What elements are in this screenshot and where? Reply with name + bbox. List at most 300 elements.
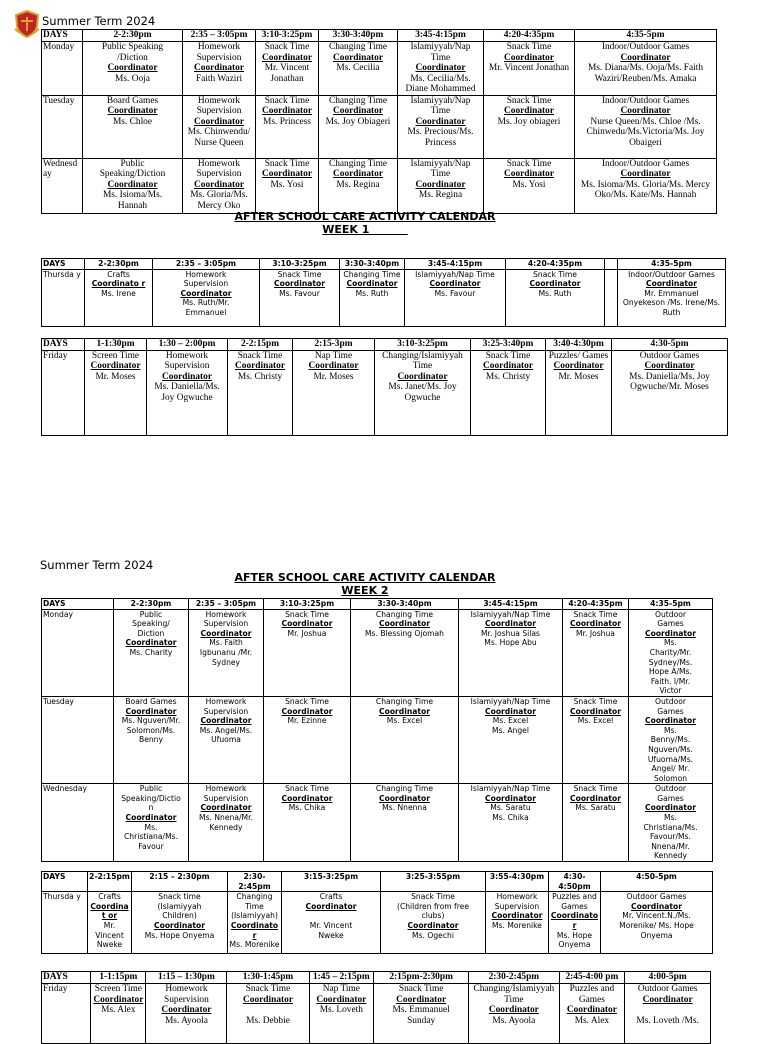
activity-cell bbox=[506, 269, 605, 326]
coordinator-name: Ms. Hope Onyema bbox=[144, 930, 215, 940]
coordinator-label: Coordinator bbox=[125, 638, 177, 648]
activity-cell bbox=[546, 350, 612, 435]
time-slot-header: 1-1:30pm bbox=[85, 339, 147, 351]
activity-name: Islamiyyah/Nap bbox=[410, 158, 471, 169]
coordinator-name: Ms. Ayoola bbox=[164, 1015, 208, 1026]
coordinator-label: Coordinator bbox=[93, 994, 144, 1005]
coordinator-name bbox=[626, 1005, 709, 1016]
time-slot-header: 4:50-5pm bbox=[601, 872, 713, 892]
activity-cell bbox=[398, 95, 484, 158]
time-slot-header: 3:10-3:25pm bbox=[256, 30, 319, 42]
coordinator-name: Onyema bbox=[640, 930, 673, 940]
activity-name: Outdoor bbox=[654, 784, 686, 794]
activity-name: Board Games bbox=[125, 696, 177, 706]
coordinator-label: Coordinator bbox=[429, 279, 481, 289]
activity-name: Public Speaking bbox=[101, 42, 164, 52]
activity-cell bbox=[471, 350, 546, 435]
table-header-row bbox=[42, 30, 717, 42]
coordinator-name: Faith. I/Mr. bbox=[650, 676, 691, 686]
activity-name: Screen Time bbox=[94, 984, 142, 994]
coordinator-name: Ms. Daniella/Ms. bbox=[154, 382, 220, 392]
coordinator-name: Mr. Moses bbox=[313, 371, 354, 382]
activity-name: Homework bbox=[197, 95, 241, 106]
coordinator-name: Obaigeri bbox=[629, 137, 662, 148]
time-slot-header: 1:15 – 1:30pm bbox=[146, 972, 227, 984]
coordinator-name: Ufuoma/Ms. bbox=[647, 754, 694, 764]
activity-name: Snack Time bbox=[285, 784, 329, 794]
activity-cell bbox=[132, 892, 228, 954]
activity-name: Supervision bbox=[203, 706, 249, 716]
activity-name: Homework bbox=[185, 269, 227, 279]
table-header-row bbox=[42, 599, 713, 610]
coordinator-label: Coordinator bbox=[262, 52, 312, 63]
activity-name: Time bbox=[412, 361, 433, 371]
activity-name: Snack Time bbox=[506, 95, 552, 106]
activity-cell bbox=[114, 609, 189, 696]
coordinator-label: Coordinator bbox=[642, 994, 693, 1005]
activity-name: Diction bbox=[137, 628, 165, 638]
day-cell: Tuesday bbox=[42, 696, 114, 783]
activity-name: Snack Time bbox=[506, 158, 552, 169]
coordinator-name: Ms. Yosi bbox=[512, 179, 546, 190]
activity-cell bbox=[612, 350, 728, 435]
coordinator-name: Mr. Vincent Jonathan bbox=[488, 63, 570, 73]
coordinator-name: Ms. Diana/Ms. Ooja/Ms. Faith bbox=[587, 63, 704, 73]
activity-cell bbox=[625, 984, 711, 1044]
activity-cell bbox=[264, 609, 351, 696]
activity-name: Games bbox=[561, 901, 588, 911]
time-slot-header: 2-2:30pm bbox=[114, 599, 189, 610]
activity-name: Time bbox=[430, 52, 451, 63]
activity-name: Homework bbox=[165, 984, 208, 994]
coordinator-label: Coordinator bbox=[333, 169, 383, 179]
activity-name: Snack time bbox=[158, 892, 201, 902]
activity-cell bbox=[264, 784, 351, 862]
time-slot-header: 2-2:15pm bbox=[88, 872, 132, 892]
coordinator-label: Coordinator bbox=[631, 901, 682, 911]
coordinator-label: Coordinator bbox=[504, 52, 554, 63]
coordinator-name: Mr. Vincent.N./Ms. bbox=[622, 911, 691, 921]
time-slot-header: 2-2:15pm bbox=[228, 339, 293, 351]
calendar-title-week1: AFTER SCHOOL CARE ACTIVITY CALENDAR bbox=[234, 210, 496, 223]
activity-name: Public bbox=[139, 784, 163, 794]
activity-name: Changing bbox=[236, 892, 273, 902]
coordinator-name: Ms. Precious/Ms. bbox=[407, 127, 474, 137]
time-slot-header: 1:45 – 2:15pm bbox=[309, 972, 374, 984]
time-slot-header: 3:55-4:30pm bbox=[486, 872, 549, 892]
coordinator-name: Ms. Ooja bbox=[115, 73, 150, 84]
coordinator-name: Ms. Irene bbox=[101, 288, 136, 298]
activity-name: Snack Time bbox=[573, 784, 618, 794]
coordinator-label: Coordinator bbox=[415, 63, 466, 73]
coordinator-name: Ms. Morenike bbox=[492, 920, 542, 930]
days-header: DAYS bbox=[42, 599, 114, 610]
activity-cell bbox=[153, 269, 260, 326]
table-row bbox=[42, 984, 711, 1044]
coordinator-name: Ms. Christy bbox=[237, 371, 283, 382]
activity-cell bbox=[85, 350, 147, 435]
coordinator-label: Coordinator bbox=[262, 106, 312, 116]
coordinator-name: Ms. Morenike bbox=[229, 940, 280, 950]
coordinator-name: Ms. Alex bbox=[574, 1015, 610, 1026]
schedule-table-week1-mon-wed bbox=[41, 29, 717, 214]
coordinator-label: Coordinator bbox=[235, 361, 285, 371]
table-row bbox=[42, 95, 717, 158]
activity-name: Homework bbox=[205, 696, 247, 706]
coordinator-name: Mr. Moses bbox=[95, 371, 136, 382]
coordinator-label: Coordinator bbox=[194, 116, 244, 127]
time-slot-header: 2:15 – 2:30pm bbox=[132, 872, 228, 892]
activity-name: Changing Time bbox=[328, 158, 388, 169]
activity-name: Public bbox=[139, 609, 163, 619]
activity-name: Games bbox=[578, 994, 605, 1005]
coordinator-name: Emmanuel bbox=[185, 307, 227, 317]
time-slot-header: 4:20-4:35pm bbox=[506, 259, 605, 270]
coordinator-name: Ms. Favour bbox=[434, 288, 476, 298]
activity-name: Islamiyyah/Nap Time bbox=[415, 269, 495, 279]
coordinator-name: Ms. Cecilia/Ms. bbox=[410, 73, 471, 84]
coordinator-name: Ms. Ruth bbox=[538, 288, 572, 298]
activity-cell bbox=[398, 42, 484, 96]
coordinator-name: Ufuoma bbox=[211, 735, 241, 745]
activity-name: clubs) bbox=[421, 911, 445, 921]
coordinator-label: Coordinator bbox=[415, 116, 466, 127]
time-slot-header: 2:15pm-2:30pm bbox=[374, 972, 469, 984]
coordinator-label: Coordinator bbox=[281, 619, 333, 629]
schedule-table-week2-friday bbox=[41, 971, 711, 1044]
activity-name: Supervision bbox=[196, 52, 242, 63]
coordinator-label: Coordinator bbox=[485, 793, 536, 803]
coordinator-label: Coordinator bbox=[566, 1005, 617, 1015]
activity-name: Changing/Islamiyyah bbox=[382, 350, 463, 361]
table-row bbox=[42, 350, 728, 435]
activity-name: Board Games bbox=[106, 95, 159, 106]
activity-cell bbox=[405, 269, 506, 326]
coordinator-name: Igbunanu /Mr. bbox=[199, 647, 253, 657]
coordinator-name: Sydney bbox=[211, 657, 241, 667]
coordinator-name: Ms. Saratu bbox=[575, 803, 616, 813]
coordinator-label: Coordinator bbox=[397, 371, 448, 382]
activity-name: Snack Time bbox=[485, 350, 531, 361]
day-cell: Friday bbox=[42, 984, 91, 1044]
coordinator-label: Coordinator bbox=[180, 288, 232, 298]
coordinator-label: Coordinato r bbox=[230, 920, 279, 940]
coordinator-name: Ms. Excel bbox=[386, 716, 423, 726]
coordinator-name: Ms. bbox=[664, 725, 677, 735]
coordinator-label: Coordinator bbox=[553, 361, 604, 371]
activity-name: Supervision bbox=[183, 279, 229, 289]
coordinator-name: Solomon/Ms. bbox=[126, 725, 176, 735]
activity-cell bbox=[319, 158, 398, 213]
activity-name: Changing Time bbox=[375, 696, 434, 706]
time-slot-header: 4:00-5pm bbox=[625, 972, 711, 984]
activity-name: Snack Time bbox=[285, 609, 329, 619]
activity-name: Supervision bbox=[164, 361, 210, 371]
coordinator-name: Mercy Oko bbox=[197, 200, 241, 211]
coordinator-name: Ms. Daniella/Ms. Joy bbox=[629, 371, 710, 382]
coordinator-name: Sydney/Ms. bbox=[648, 657, 693, 667]
coordinator-name: Ms. Debbie bbox=[246, 1015, 290, 1026]
activity-name: Crafts bbox=[319, 892, 343, 902]
activity-cell bbox=[549, 892, 601, 954]
coordinator-name: Christiana/Ms. bbox=[643, 822, 698, 832]
activity-name: Homework bbox=[197, 158, 241, 169]
coordinator-name: Ms. Faith bbox=[209, 638, 243, 648]
coordinator-label: Coordinator bbox=[154, 920, 205, 930]
time-slot-header: 4:20-4:35pm bbox=[484, 30, 575, 42]
term-label-top: Summer Term 2024 bbox=[42, 14, 156, 28]
coordinator-name: Ms. Chika bbox=[492, 813, 529, 823]
coordinator-name: Ruth bbox=[662, 307, 681, 317]
coordinator-name: Jonathan bbox=[270, 73, 304, 84]
time-slot-header: 3:10-3:25pm bbox=[375, 339, 471, 351]
activity-name: Outdoor Games bbox=[637, 984, 698, 994]
time-slot-header: 4:35-5pm bbox=[575, 30, 717, 42]
activity-name: Supervision bbox=[494, 901, 540, 911]
activity-cell bbox=[484, 158, 575, 213]
activity-name: Indoor/Outdoor Games bbox=[601, 158, 690, 169]
activity-cell bbox=[85, 269, 153, 326]
coordinator-name: Sunday bbox=[407, 1015, 436, 1026]
coordinator-name: Ms. Hope Abu bbox=[484, 638, 537, 648]
day-cell: Thursda y bbox=[42, 892, 88, 954]
schedule-table-week1-thursday bbox=[41, 258, 726, 327]
coordinator-name: Ms. Nguven/Mr. bbox=[121, 716, 181, 726]
activity-cell bbox=[340, 269, 405, 326]
coordinator-name: Ms. Princess bbox=[263, 116, 311, 127]
time-slot-header: 2-2:30pm bbox=[85, 259, 153, 270]
activity-cell bbox=[256, 95, 319, 158]
coordinator-name: Ms. Nnena/Mr. bbox=[199, 813, 253, 823]
activity-name: Changing Time bbox=[375, 784, 434, 794]
coordinator-label: Coordinator bbox=[488, 1005, 539, 1015]
activity-cell bbox=[351, 609, 459, 696]
activity-cell bbox=[351, 784, 459, 862]
coordinator-label: Coordinator bbox=[415, 179, 466, 190]
activity-name: (Islamiyyah) bbox=[231, 911, 278, 921]
coordinator-name: Ms. Joy Obiageri bbox=[325, 116, 391, 127]
coordinator-label: Coordinator bbox=[645, 628, 696, 638]
time-slot-header: 2:15-3pm bbox=[293, 339, 375, 351]
coordinator-label: Coordinator bbox=[407, 920, 459, 930]
coordinator-label: Coordinator bbox=[200, 628, 252, 638]
activity-cell bbox=[114, 696, 189, 783]
activity-name: Outdoor bbox=[654, 696, 686, 706]
schedule-table-week2-thursday bbox=[41, 871, 713, 954]
time-slot-header: 3:15-3:25pm bbox=[282, 872, 381, 892]
time-slot-header: 2:35 – 3:05pm bbox=[183, 30, 256, 42]
activity-name: Puzzles and bbox=[552, 892, 597, 902]
activity-cell bbox=[293, 350, 375, 435]
activity-cell bbox=[83, 42, 183, 96]
activity-name: Supervision bbox=[203, 619, 249, 629]
day-cell: Wednesday bbox=[42, 158, 83, 213]
coordinator-name: Mr. Joshua Silas bbox=[481, 628, 540, 638]
activity-cell bbox=[147, 350, 228, 435]
days-header: DAYS bbox=[42, 972, 91, 984]
coordinator-name bbox=[228, 1005, 307, 1016]
day-cell: Tuesday bbox=[42, 95, 83, 158]
coordinator-label: Coordinator bbox=[485, 706, 536, 716]
coordinator-label: Coordinator bbox=[620, 169, 671, 179]
activity-name: Changing Time bbox=[328, 42, 388, 52]
activity-cell bbox=[183, 42, 256, 96]
activity-cell bbox=[183, 95, 256, 158]
activity-name: Islamiyyah/Nap bbox=[410, 42, 471, 52]
coordinator-name: Mr. Moses bbox=[558, 371, 599, 382]
coordinator-name: Hannah bbox=[117, 200, 148, 211]
activity-name: n bbox=[148, 803, 154, 813]
coordinator-name: Mr. Vincent bbox=[309, 920, 353, 930]
coordinator-name: Ms. bbox=[144, 822, 158, 832]
time-slot-header: 2:45-4:00 pm bbox=[559, 972, 625, 984]
time-slot-header: 4:30- 4:50pm bbox=[549, 872, 601, 892]
activity-name: Games bbox=[657, 706, 684, 716]
activity-cell bbox=[381, 892, 486, 954]
coordinator-name: Ms. Excel bbox=[492, 716, 529, 726]
activity-name: Homework bbox=[197, 42, 241, 52]
activity-cell bbox=[618, 269, 726, 326]
activity-name: Snack Time bbox=[264, 158, 310, 169]
activity-name: Snack Time bbox=[411, 892, 455, 902]
coordinator-name: Kennedy bbox=[209, 822, 243, 832]
coordinator-name: Oko/Ms. Kate/Ms. Hannah bbox=[594, 190, 697, 200]
activity-cell bbox=[83, 95, 183, 158]
coordinator-label: Coordinator bbox=[570, 793, 621, 803]
coordinator-label: Coordinator bbox=[570, 706, 621, 716]
activity-name: Snack Time bbox=[237, 350, 283, 361]
activity-cell bbox=[319, 95, 398, 158]
coordinator-label: Coordinator bbox=[379, 706, 430, 716]
activity-cell bbox=[260, 269, 340, 326]
week1-label-text: WEEK 1 bbox=[322, 223, 370, 236]
activity-name: Time bbox=[430, 106, 451, 116]
coordinator-name: Benny/Ms. bbox=[650, 735, 691, 745]
coordinator-label: Coordinator bbox=[90, 361, 141, 371]
coordinator-name: Ms. Angel bbox=[492, 725, 529, 735]
activity-name: Games bbox=[657, 793, 684, 803]
coordinator-name: Ogwuche/Mr. Moses bbox=[630, 382, 709, 392]
coordinator-name: Ms. Janet/Ms. Joy bbox=[388, 382, 457, 392]
activity-cell bbox=[575, 158, 717, 213]
coordinator-label: Coordinator bbox=[281, 793, 333, 803]
activity-name: Time bbox=[430, 169, 451, 179]
time-slot-header: 2-2:30pm bbox=[83, 30, 183, 42]
activity-name: Indoor/Outdoor Games bbox=[628, 269, 715, 279]
time-slot-header bbox=[605, 259, 618, 270]
days-header: DAYS bbox=[42, 872, 88, 892]
coordinator-label: Coordinato r bbox=[91, 279, 146, 289]
activity-cell bbox=[459, 784, 563, 862]
activity-cell bbox=[114, 784, 189, 862]
time-slot-header: 1:30 – 2:00pm bbox=[147, 339, 228, 351]
activity-cell bbox=[398, 158, 484, 213]
table-header-row bbox=[42, 972, 711, 984]
activity-name: Speaking/ bbox=[132, 619, 170, 629]
school-crest-icon bbox=[12, 9, 42, 39]
activity-name: Islamiyyah/Nap bbox=[410, 95, 471, 106]
activity-name: Puzzles/ Games bbox=[548, 350, 609, 361]
coordinator-label: Coordinator bbox=[162, 371, 212, 382]
activity-name: Islamiyyah/Nap Time bbox=[470, 784, 551, 794]
coordinator-name: Joy Ogwuche bbox=[161, 392, 213, 403]
activity-name: Homework bbox=[205, 609, 247, 619]
days-header: DAYS bbox=[42, 30, 83, 42]
table-row bbox=[42, 269, 726, 326]
activity-name: Snack Time bbox=[573, 609, 618, 619]
activity-name: Snack Time bbox=[285, 696, 329, 706]
activity-cell bbox=[83, 158, 183, 213]
activity-cell bbox=[228, 892, 282, 954]
coordinator-label: Coordinator bbox=[644, 361, 695, 371]
activity-name: Snack Time bbox=[264, 42, 310, 52]
time-slot-header: 4:30-5pm bbox=[612, 339, 728, 351]
time-slot-header: 2:30- 2:45pm bbox=[228, 872, 282, 892]
activity-name: Supervision bbox=[196, 169, 242, 179]
time-slot-header: 4:35-5pm bbox=[629, 599, 713, 610]
coordinator-name: Ms. Chloe bbox=[112, 116, 153, 127]
coordinator-label: Coordinator bbox=[107, 179, 158, 190]
coordinator-name: Onyema bbox=[558, 940, 591, 950]
table-row bbox=[42, 696, 713, 783]
coordinator-name: Mr. Joshua bbox=[287, 628, 327, 638]
table-row bbox=[42, 158, 717, 213]
activity-cell bbox=[459, 696, 563, 783]
coordinator-name: Ms. Excel bbox=[577, 716, 614, 726]
activity-cell bbox=[469, 984, 559, 1044]
coordinator-name: Ms. Ruth bbox=[355, 288, 389, 298]
schedule-table-week1-friday bbox=[41, 338, 728, 436]
coordinator-name: Waziri/Reuben/Ms. Amaka bbox=[594, 73, 697, 84]
time-slot-header: 3:10-3:25pm bbox=[264, 599, 351, 610]
coordinator-label: Coordinator bbox=[125, 813, 177, 823]
activity-name: Snack Time bbox=[398, 984, 444, 994]
coordinator-name: Nnena/Mr. bbox=[651, 841, 690, 851]
coordinator-name: Ms. Isioma/Ms. Gloria/Ms. Mercy bbox=[580, 179, 711, 190]
coordinator-name: Favour/Ms. bbox=[650, 832, 691, 842]
activity-name: Speaking/Dictio bbox=[121, 793, 181, 803]
calendar-title-week2: AFTER SCHOOL CARE ACTIVITY CALENDAR bbox=[234, 571, 496, 584]
coordinator-label: Coordinat or bbox=[90, 901, 129, 921]
coordinator-name: Angel/ Mr. bbox=[651, 764, 690, 774]
activity-cell bbox=[559, 984, 625, 1044]
time-slot-header: 3:45-4:15pm bbox=[459, 599, 563, 610]
coordinator-label: Coordinator bbox=[346, 279, 398, 289]
activity-name: (Islamiyyah bbox=[157, 901, 202, 911]
days-header: DAYS bbox=[42, 339, 85, 351]
time-slot-header: 3:25-3:40pm bbox=[471, 339, 546, 351]
coordinator-label: Coordinator bbox=[262, 169, 312, 179]
coordinator-label: Coordinator bbox=[194, 63, 244, 73]
coordinator-label: Coordinator bbox=[483, 361, 533, 371]
coordinator-label: Coordinato r bbox=[550, 911, 599, 930]
activity-name: Nap Time bbox=[322, 984, 360, 994]
activity-name: (Children from free bbox=[396, 901, 470, 911]
coordinator-name: Nurse Queen/Ms. Chloe /Ms. bbox=[590, 116, 701, 127]
coordinator-name: Charity/Mr. bbox=[649, 647, 692, 657]
coordinator-label: Coordinator bbox=[504, 169, 554, 179]
activity-name: Children) bbox=[162, 911, 197, 921]
coordinator-name: Victor bbox=[659, 686, 682, 696]
time-slot-header: 4:20-4:35pm bbox=[563, 599, 629, 610]
activity-name: Indoor/Outdoor Games bbox=[601, 95, 690, 106]
coordinator-name: Princess bbox=[424, 137, 457, 148]
coordinator-name: Ms. Cecilia bbox=[336, 63, 380, 73]
coordinator-name: Onyekeson /Ms. Irene/Ms. bbox=[622, 298, 721, 308]
coordinator-label: Coordinator bbox=[529, 279, 581, 289]
coordinator-label: Coordinator bbox=[645, 803, 696, 813]
activity-cell bbox=[629, 784, 713, 862]
